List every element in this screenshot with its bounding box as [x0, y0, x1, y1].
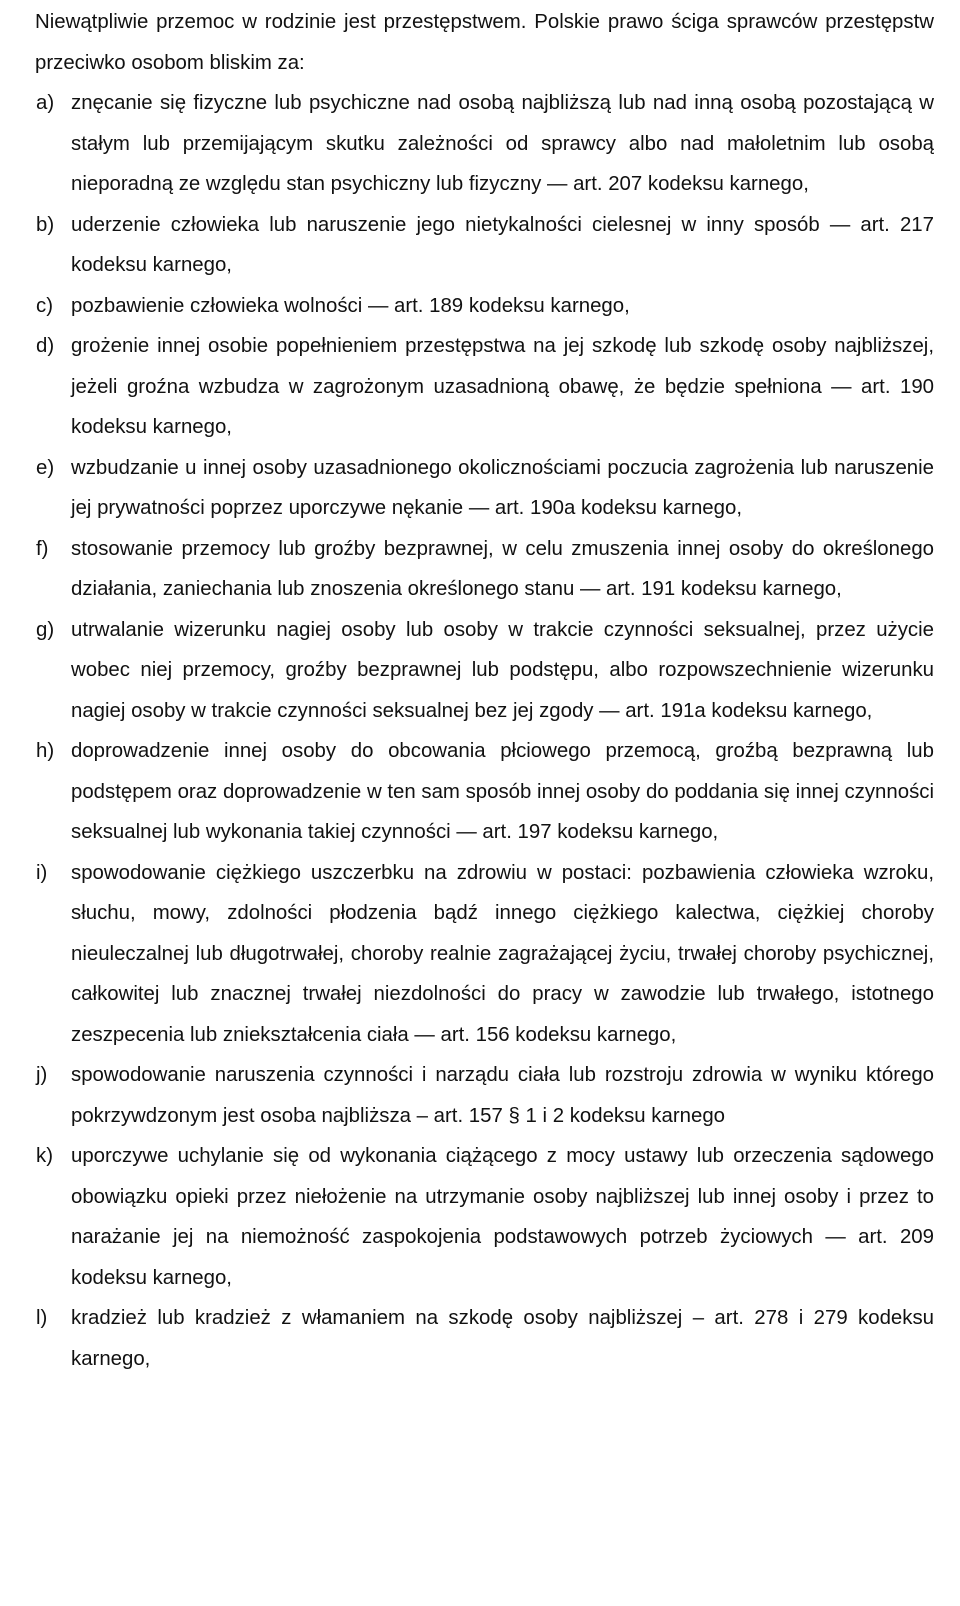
list-item-k — [36, 1136, 934, 1298]
list-item-text: wzbudzanie u innej osoby uzasadnionego okolicznościami poczucia zagrożenia lub naruszenie jej prywatności poprzez uporczywe nękanie — art. 190a kodeksu karnego, — [71, 456, 934, 519]
list-item-g — [36, 610, 934, 732]
list-marker: l) — [36, 1307, 48, 1329]
list-item-text: uderzenie człowieka lub naruszenie jego nietykalności cielesnej w inny sposób — art. 217 kodeksu karnego, — [71, 213, 934, 276]
list-item-text: grożenie innej osobie popełnieniem przestępstwa na jej szkodę lub szkodę osoby najbliższej, jeżeli groźna wzbudza w zagrożonym uzasadnioną obawę, że będzie spełniona — art. 190 kodeksu karnego, — [71, 335, 934, 438]
list-item-text: kradzież lub kradzież z włamaniem na szkodę osoby najbliższej – art. 278 i 279 kodeksu karnego, — [71, 1307, 934, 1370]
list-marker: f) — [36, 537, 49, 560]
list-item-text: znęcanie się fizyczne lub psychiczne nad osobą najbliższą lub nad inną osobą pozostającą w stałym lub przemijającym skutku zależności od sprawcy albo nad małoletnim lub osobą nieporadną ze względu stan psychiczny lub fizyczny — art. 207 kodeksu karnego, — [71, 92, 934, 195]
list-item-text: uporczywe uchylanie się od wykonania ciążącego z mocy ustawy lub orzeczenia sądowego obowiązku opieki przez niełożenie na utrzymanie osoby najbliższej lub innej osoby i przez to narażanie jej na niemożność zaspokojenia podstawowych potrzeb życiowych — art. 209 kodeksu karnego, — [71, 1145, 934, 1289]
list-item-a — [36, 83, 934, 205]
list-item-l — [36, 1298, 934, 1379]
list-item-c — [36, 286, 934, 327]
list-item-h — [36, 731, 934, 853]
list-marker: d) — [36, 335, 55, 357]
list-item-text: stosowanie przemocy lub groźby bezprawnej, w celu zmuszenia innej osoby do określonego działania, zaniechania lub znoszenia określonego stanu — art. 191 kodeksu karnego, — [71, 537, 934, 600]
list-marker: k) — [36, 1145, 53, 1167]
list-item-text: pozbawienie człowieka wolności — art. 189 kodeksu karnego, — [71, 294, 630, 317]
list-marker: h) — [36, 740, 55, 762]
list-marker: e) — [36, 456, 55, 479]
list-item-i — [36, 853, 934, 1056]
list-marker: b) — [36, 213, 55, 236]
list-item-text: spowodowanie naruszenia czynności i narządu ciała lub rozstroju zdrowia w wyniku którego pokrzywdzonym jest osoba najbliższa – art. 157 § 1 i 2 kodeksu karnego — [71, 1064, 934, 1127]
list-marker: a) — [36, 92, 55, 114]
list-item-f — [36, 529, 934, 610]
list-item-text: doprowadzenie innej osoby do obcowania płciowego przemocą, groźbą bezprawną lub podstępem oraz doprowadzenie w ten sam sposób innej osoby do poddania się innej czynności seksualnej lub wykonania takiej czynności — art. 197 kodeksu karnego, — [71, 740, 934, 843]
list-item-b — [36, 205, 934, 286]
list-marker: c) — [36, 294, 53, 317]
list-marker: j) — [36, 1064, 48, 1086]
offense-list — [36, 83, 934, 1379]
list-item-j — [36, 1055, 934, 1136]
list-item-e — [36, 448, 934, 529]
intro-paragraph: Niewątpliwie przemoc w rodzinie jest przestępstwem. Polskie prawo ściga sprawców przestępstw przeciwko osobom bliskim za: — [35, 11, 934, 74]
list-item-d — [36, 326, 934, 448]
list-item-text: utrwalanie wizerunku nagiej osoby lub osoby w trakcie czynności seksualnej, przez użycie wobec niej przemocy, groźby bezprawnej lub podstępu, albo rozpowszechnienie wizerunku nagiej osoby w trakcie czynności seksualnej bez jej zgody — art. 191a kodeksu karnego, — [71, 618, 934, 722]
list-item-text: spowodowanie ciężkiego uszczerbku na zdrowiu w postaci: pozbawienia człowieka wzroku, słuchu, mowy, zdolności płodzenia bądź innego ciężkiego kalectwa, ciężkiej choroby nieuleczalnej lub długotrwałej, choroby realnie zagrażającej życiu, trwałej choroby psychicznej, całkowitej lub znacznej trwałej niezdolności do pracy w zawodzie lub trwałego, istotnego zeszpecenia lub zniekształcenia ciała — art. 156 kodeksu karnego, — [71, 861, 934, 1046]
list-marker: g) — [36, 618, 55, 641]
list-marker: i) — [36, 861, 48, 884]
